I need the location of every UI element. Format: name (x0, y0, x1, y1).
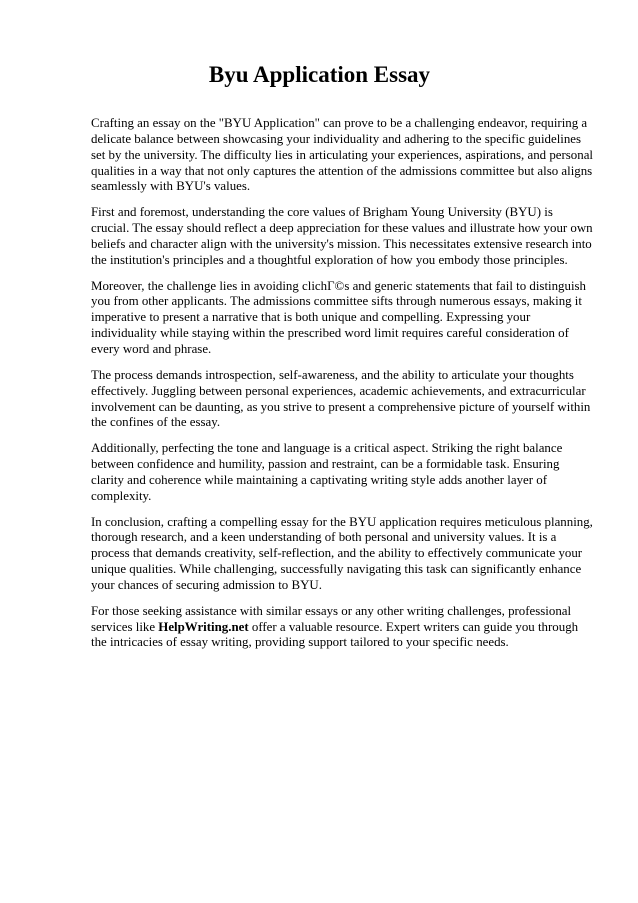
paragraph-7 (91, 604, 594, 652)
paragraph-6: In conclusion, crafting a compelling essay for the BYU application requires meticulous planning, thorough research, and a keen understanding of both personal and university values. It is a process that demands creativity, self-reflection, and the ability to effectively communicate your unique qualities. While challenging, successfully navigating this task can significantly enhance your chances of securing admission to BYU. (91, 514, 593, 592)
page-title: Byu Application Essay (208, 62, 431, 87)
helpwriting-link[interactable]: HelpWriting.net (158, 619, 249, 634)
paragraph-5: Additionally, perfecting the tone and language is a critical aspect. Striking the right balance between confidence and humility, passion and restraint, can be a formidable task. Ensuring clarity and coherence while maintaining a captivating writing style adds another layer of complexity. (91, 441, 563, 503)
paragraph-3: Moreover, the challenge lies in avoiding clichГ©s and generic statements that fail to distinguish you from other applicants. The admissions committee sifts through numerous essays, making it imperative to present a narrative that is both unique and compelling. Expressing your individuality while staying within the prescribed word limit requires careful consideration of every word and phrase. (91, 278, 586, 356)
paragraph-2: First and foremost, understanding the core values of Brigham Young University (BYU) is crucial. The essay should reflect a deep appreciation for these values and illustrate how your own beliefs and character align with the university's mission. This necessitates extensive research into the institution's principles and a thoughtful exploration of how you embody those principles. (91, 205, 593, 267)
paragraph-7-text-after: offer a valuable resource. Expert writers can guide you through the intricacies of essay writing, providing support tailored to your specific needs. (91, 619, 579, 650)
paragraph-7-text-before: For those seeking assistance with similar essays or any other writing challenges, professional services like (91, 603, 572, 634)
paragraph-1: Crafting an essay on the "BYU Application" can prove to be a challenging endeavor, requiring a delicate balance between showcasing your individuality and adhering to the specific guidelines set by the university. The difficulty lies in articulating your experiences, aspirations, and personal qualities in a way that not only captures the attention of the admissions committee but also aligns seamlessly with BYU's values. (91, 116, 594, 194)
paragraph-4: The process demands introspection, self-awareness, and the ability to articulate your thoughts effectively. Juggling between personal experiences, academic achievements, and extracurricular involvement can be daunting, as you strive to present a comprehensive picture of yourself within the confines of the essay. (91, 367, 591, 430)
